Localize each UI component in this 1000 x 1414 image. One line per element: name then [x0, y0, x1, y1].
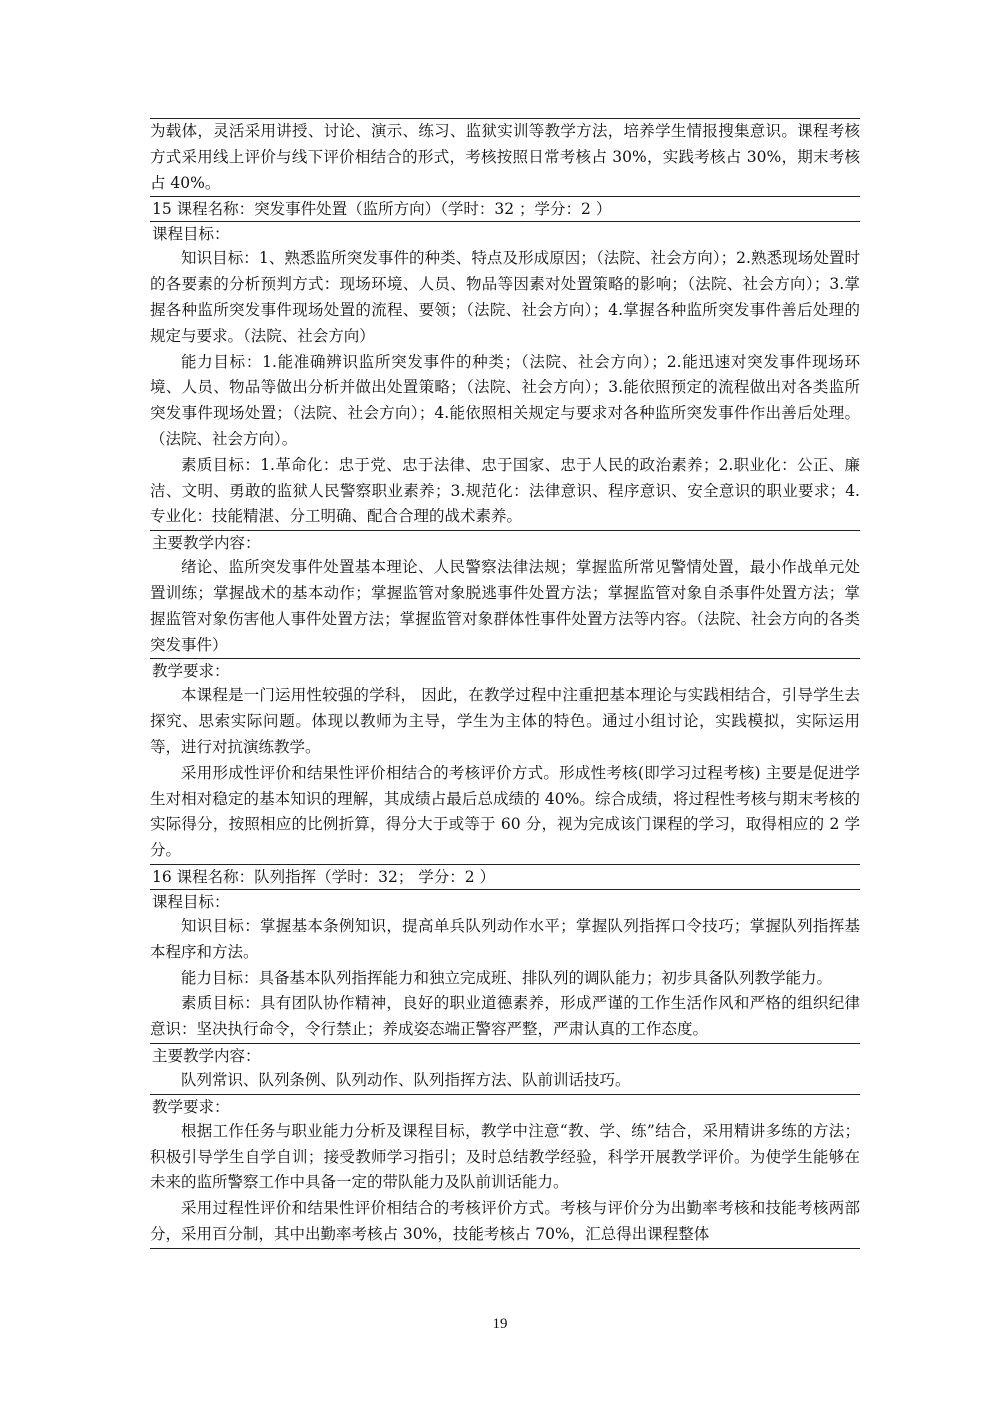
table-rule [150, 1248, 860, 1249]
assessment-paragraph: 采用形成性评价和结果性评价相结合的考核评价方式。形成性考核(即学习过程考核) 主要是促进学生对相对稳定的基本知识的理解，其成绩占最后总成绩的 40%。综合成绩，将过程性考核与期末考核的实际得分，按照相应的比例折算，得分大于或等于 60 分，视为完成该门课程的学习，取得相应的 2 学分。 [150, 763, 860, 860]
knowledge-goal: 知识目标：掌握基本条例知识，提高单兵队列动作水平；掌握队列指挥口令技巧；掌握队列指挥基本程序和方法。 [150, 916, 860, 961]
course-16-content-label: 主要教学内容： [152, 1046, 261, 1065]
requirement-paragraph: 根据工作任务与职业能力分析及课程目标，教学中注意“教、学、练”结合，采用精讲多练的方法；积极引导学生自学自训；接受教师学习指引；及时总结教学经验，科学开展教学评价。为使学生能够在未来的监所警察工作中具备一定的带队能力及队前训话能力。 [150, 1121, 860, 1192]
course-15-content [150, 555, 860, 658]
paragraph: 为载体，灵活采用讲授、讨论、演示、练习、监狱实训等教学方法，培养学生情报搜集意识。课程考核方式采用线上评价与线下评价相结合的形式，考核按照日常考核占 30%，实践考核占 30%，期末考核占 40%。 [150, 122, 860, 192]
ability-goal: 能力目标：1.能准确辨识监所突发事件的种类；（法院、社会方向）；2.能迅速对突发事件现场环境、人员、物品等做出分析并做出处置策略；（法院、社会方向）；3.能依照预定的流程做出对各类监所突发事件现场处置；（法院、社会方向）；4.能依照相关规定与要求对各种监所突发事件作出善后处理。（法院、社会方向）。 [150, 352, 860, 448]
quality-goal: 素质目标：1.革命化：忠于党、忠于法律、忠于国家、忠于人民的政治素养；2.职业化：公正、廉洁、文明、勇敢的监狱人民警察职业素养；3.规范化：法律意识、程序意识、安全意识的职业要求；4.专业化：技能精湛、分工明确、配合合理的战术素养。 [150, 455, 860, 526]
knowledge-goal: 知识目标：1、熟悉监所突发事件的种类、特点及形成原因；（法院、社会方向）；2.熟悉现场处置时的各要素的分析预判方式：现场环境、人员、物品等因素对处置策略的影响；（法院、社会方向）；3.掌握各种监所突发事件现场处置的流程、要领；（法院、社会方向）；4.掌握各种监所突发事件善后处理的规定与要求。（法院、社会方向） [150, 249, 860, 345]
continued-paragraph [150, 119, 860, 196]
requirement-paragraph: 本课程是一门运用性较强的学科， 因此，在教学过程中注重把基本理论与实践相结合，引导学生去探究、思索实际问题。体现以教师为主导，学生为主体的特色。通过小组讨论，实践模拟，实际运用等，进行对抗演练教学。 [150, 686, 860, 756]
course-15-content-label: 主要教学内容： [152, 534, 261, 553]
course-16-goals-label: 课程目标： [152, 892, 230, 911]
course-15-title: 15 课程名称：突发事件处置（监所方向）（学时：32 ；学分：2 ） [152, 200, 612, 219]
ability-goal: 能力目标：具备基本队列指挥能力和独立完成班、排队列的调队能力；初步具备队列教学能力。 [181, 968, 833, 987]
content-paragraph: 绪论、监所突发事件处置基本理论、人民警察法律法规；掌握监所常见警情处置，最小作战单元处置训练；掌握战术的基本动作；掌握监管对象脱逃事件处置方法；掌握监管对象自杀事件处置方法；掌握监管对象伤害他人事件处置方法；掌握监管对象群体性事件处置方法等内容。（法院、社会方向的各类突发事件） [150, 558, 860, 654]
course-16-requirements [150, 1119, 860, 1248]
page-number: 19 [492, 1316, 508, 1332]
course-15-requirements-label: 教学要求： [152, 662, 230, 681]
quality-goal: 素质目标：具有团队协作精神，良好的职业道德素养，形成严谨的工作生活作风和严格的组织纪律意识：坚决执行命令，令行禁止；养成姿态端正警容严整，严肃认真的工作态度。 [150, 994, 860, 1039]
course-15-requirements [150, 683, 860, 864]
course-15-goals-label: 课程目标： [152, 225, 230, 244]
course-16-goals [150, 914, 860, 1043]
content-paragraph: 队列常识、队列条例、队列动作、队列指挥方法、队前训话技巧。 [181, 1070, 631, 1089]
course-16-requirements-label: 教学要求： [152, 1097, 230, 1116]
course-16-content [150, 1068, 860, 1094]
assessment-paragraph: 采用过程性评价和结果性评价相结合的考核评价方式。考核与评价分为出勤率考核和技能考核两部分，采用百分制，其中出勤率考核占 30%，技能考核占 70%，汇总得出课程整体 [150, 1199, 860, 1243]
course-15-goals [150, 246, 860, 530]
course-16-title: 16 课程名称：队列指挥（学时：32； 学分：2 ） [152, 867, 496, 886]
page-content [150, 118, 860, 1249]
